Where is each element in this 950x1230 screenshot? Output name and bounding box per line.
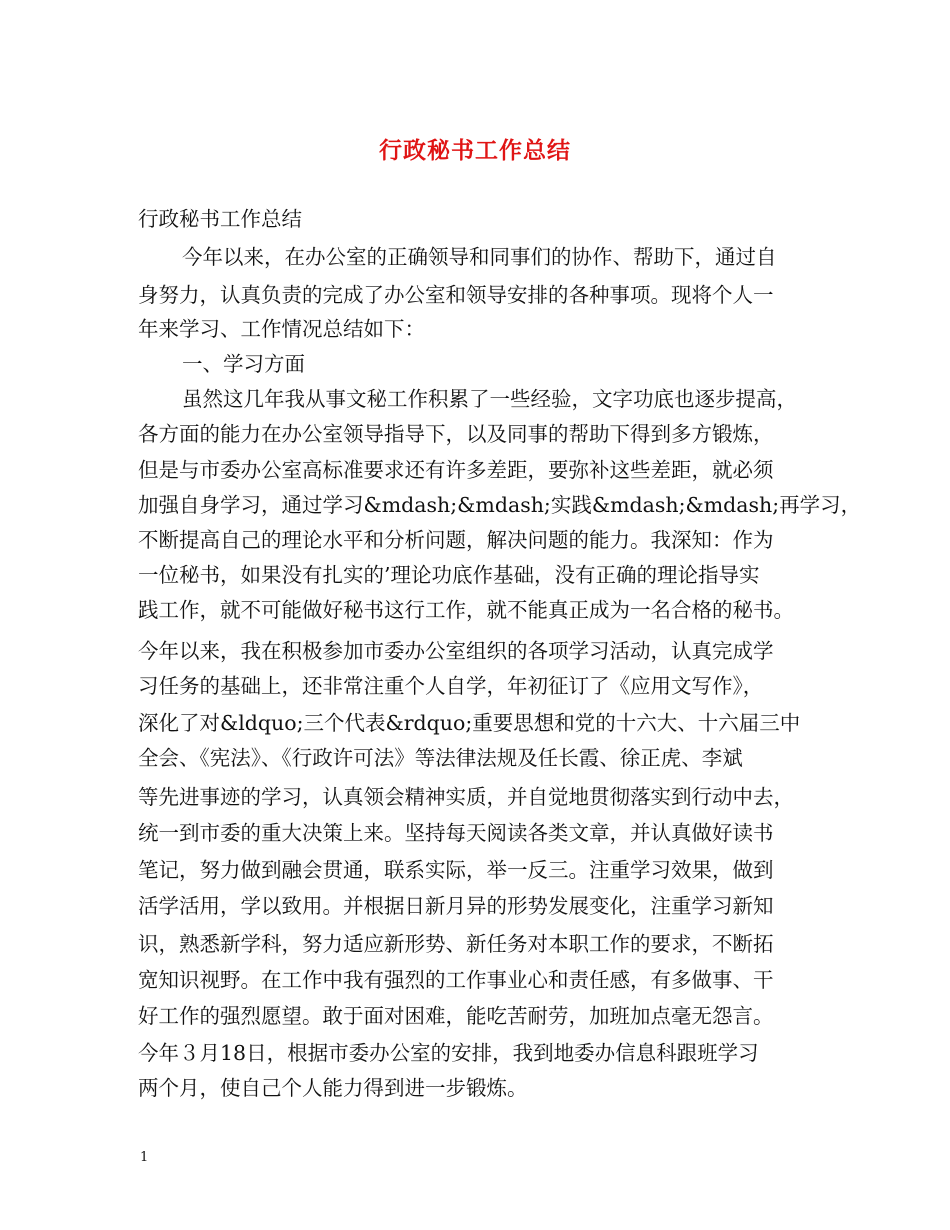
body-line: 统一到市委的重大决策上来。坚持每天阅读各类文章，并认真做好读书 — [138, 821, 774, 845]
body-line: 但是与市委办公室高标准要求还有许多差距，要弥补这些差距，就必须 — [138, 458, 774, 482]
body-line: 今年３月18日，根据市委办公室的安排，我到地委办信息科跟班学习 — [138, 1041, 759, 1065]
body-line: 习任务的基础上，还非常注重个人自学，年初征订了《应用文写作》， — [138, 674, 764, 698]
body-line: 加强自身学习，通过学习&mdash;&mdash;实践&mdash;&mdash;再学习， — [138, 493, 862, 517]
body-line: 今年以来，在办公室的正确领导和同事们的协作、帮助下，通过自 — [182, 245, 777, 269]
section-heading: 一、学习方面 — [182, 352, 305, 376]
body-line: 今年以来，我在积极参加市委办公室组织的各项学习活动，认真完成学 — [138, 639, 774, 663]
body-line: 识，熟悉新学科，努力适应新形势、新任务对本职工作的要求，不断拓 — [138, 932, 774, 956]
body-line: 虽然这几年我从事文秘工作积累了一些经验，文字功底也逐步提高， — [182, 387, 797, 411]
body-line: 等先进事迹的学习，认真领会精神实质，并自觉地贯彻落实到行动中去， — [138, 785, 794, 809]
body-line: 笔记，努力做到融会贯通，联系实际，举一反三。注重学习效果，做到 — [138, 858, 774, 882]
body-line: 一位秘书，如果没有扎实的’理论功底作基础，没有正确的理论指导实 — [138, 563, 760, 587]
body-line: 各方面的能力在办公室领导指导下，以及同事的帮助下得到多方锻炼， — [138, 422, 774, 446]
body-line: 两个月，使自己个人能力得到进一步锻炼。 — [138, 1076, 528, 1100]
body-line: 深化了对&ldquo;三个代表&rdquo;重要思想和党的十六大、十六届三中 — [138, 711, 801, 735]
body-line: 年来学习、工作情况总结如下： — [138, 317, 425, 341]
body-line: 宽知识视野。在工作中我有强烈的工作事业心和责任感，有多做事、干 — [138, 968, 774, 992]
body-line: 活学活用，学以致用。并根据日新月异的形势发展变化，注重学习新知 — [138, 894, 774, 918]
body-line: 践工作，就不可能做好秘书这行工作，就不能真正成为一名合格的秘书。 — [138, 598, 794, 622]
body-line: 全会、《宪法》、《行政许可法》等法律法规及任长霞、徐正虎、李斌 — [138, 746, 743, 770]
body-line: 好工作的强烈愿望。敢于面对困难，能吃苦耐劳，加班加点毫无怨言。 — [138, 1004, 774, 1028]
subtitle-line: 行政秘书工作总结 — [138, 207, 302, 231]
body-line: 身努力，认真负责的完成了办公室和领导安排的各种事项。现将个人一 — [138, 283, 774, 307]
document-title: 行政秘书工作总结 — [379, 137, 571, 164]
page-number: 1 — [140, 1150, 149, 1165]
body-line: 不断提高自己的理论水平和分析问题，解决问题的能力。我深知：作为 — [138, 528, 774, 552]
